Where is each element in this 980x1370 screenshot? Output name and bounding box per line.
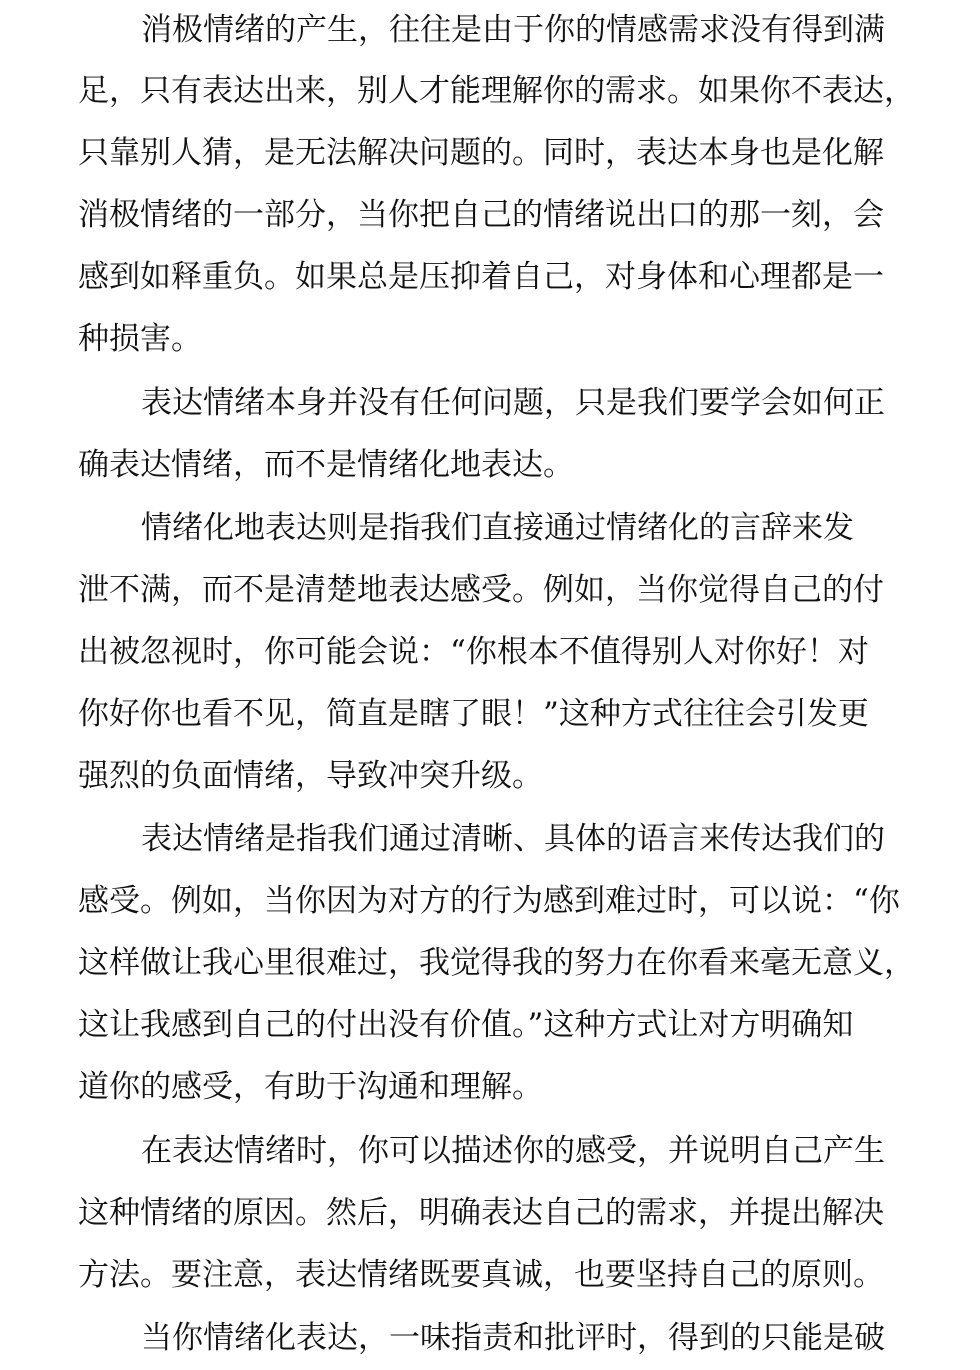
paragraph-4-line-4: 这让我感到自己的付出没有价值。”这种方式让对方明确知: [78, 1007, 854, 1043]
paragraph-4-line-2: 感受。例如，当你因为对方的行为感到难过时，可以说：“你: [78, 883, 900, 919]
paragraph-2-line-1: 表达情绪本身并没有任何问题，只是我们要学会如何正: [141, 385, 885, 421]
paragraph-5-line-1: 在表达情绪时，你可以描述你的感受，并说明自己产生: [141, 1133, 885, 1169]
paragraph-6-line-1: 当你情绪化表达，一味指责和批评时，得到的只能是破: [141, 1320, 885, 1356]
paragraph-3-line-3: 出被忽视时，你可能会说：“你根本不值得别人对你好！对: [78, 634, 869, 670]
paragraph-5-line-3: 方法。要注意，表达情绪既要真诚，也要坚持自己的原则。: [78, 1257, 884, 1293]
paragraph-1-line-3: 只靠别人猜，是无法解决问题的。同时，表达本身也是化解: [78, 135, 884, 171]
paragraph-3-line-1: 情绪化地表达则是指我们直接通过情绪化的言辞来发: [141, 510, 854, 546]
paragraph-3-line-5: 强烈的负面情绪，导致冲突升级。: [78, 758, 543, 794]
paragraph-1-line-4: 消极情绪的一部分，当你把自己的情绪说出口的那一刻，会: [78, 197, 884, 233]
paragraph-1-line-5: 感到如释重负。如果总是压抑着自己，对身体和心理都是一: [78, 259, 884, 295]
paragraph-5-line-2: 这种情绪的原因。然后，明确表达自己的需求，并提出解决: [78, 1195, 884, 1231]
paragraph-4-line-3: 这样做让我心里很难过，我觉得我的努力在你看来毫无意义，: [78, 945, 915, 981]
paragraph-1-line-2: 足，只有表达出来，别人才能理解你的需求。如果你不表达，: [78, 73, 915, 109]
paragraph-4-line-1: 表达情绪是指我们通过清晰、具体的语言来传达我们的: [141, 821, 885, 857]
paragraph-1-line-6: 种损害。: [78, 321, 202, 357]
paragraph-1-line-1: 消极情绪的产生，往往是由于你的情感需求没有得到满: [141, 12, 885, 48]
paragraph-3-line-2: 泄不满，而不是清楚地表达感受。例如，当你觉得自己的付: [78, 572, 884, 608]
paragraph-2-line-2: 确表达情绪，而不是情绪化地表达。: [78, 447, 574, 483]
paragraph-3-line-4: 你好你也看不见，简直是瞎了眼！”这种方式往往会引发更: [78, 696, 869, 732]
paragraph-4-line-5: 道你的感受，有助于沟通和理解。: [78, 1069, 543, 1105]
